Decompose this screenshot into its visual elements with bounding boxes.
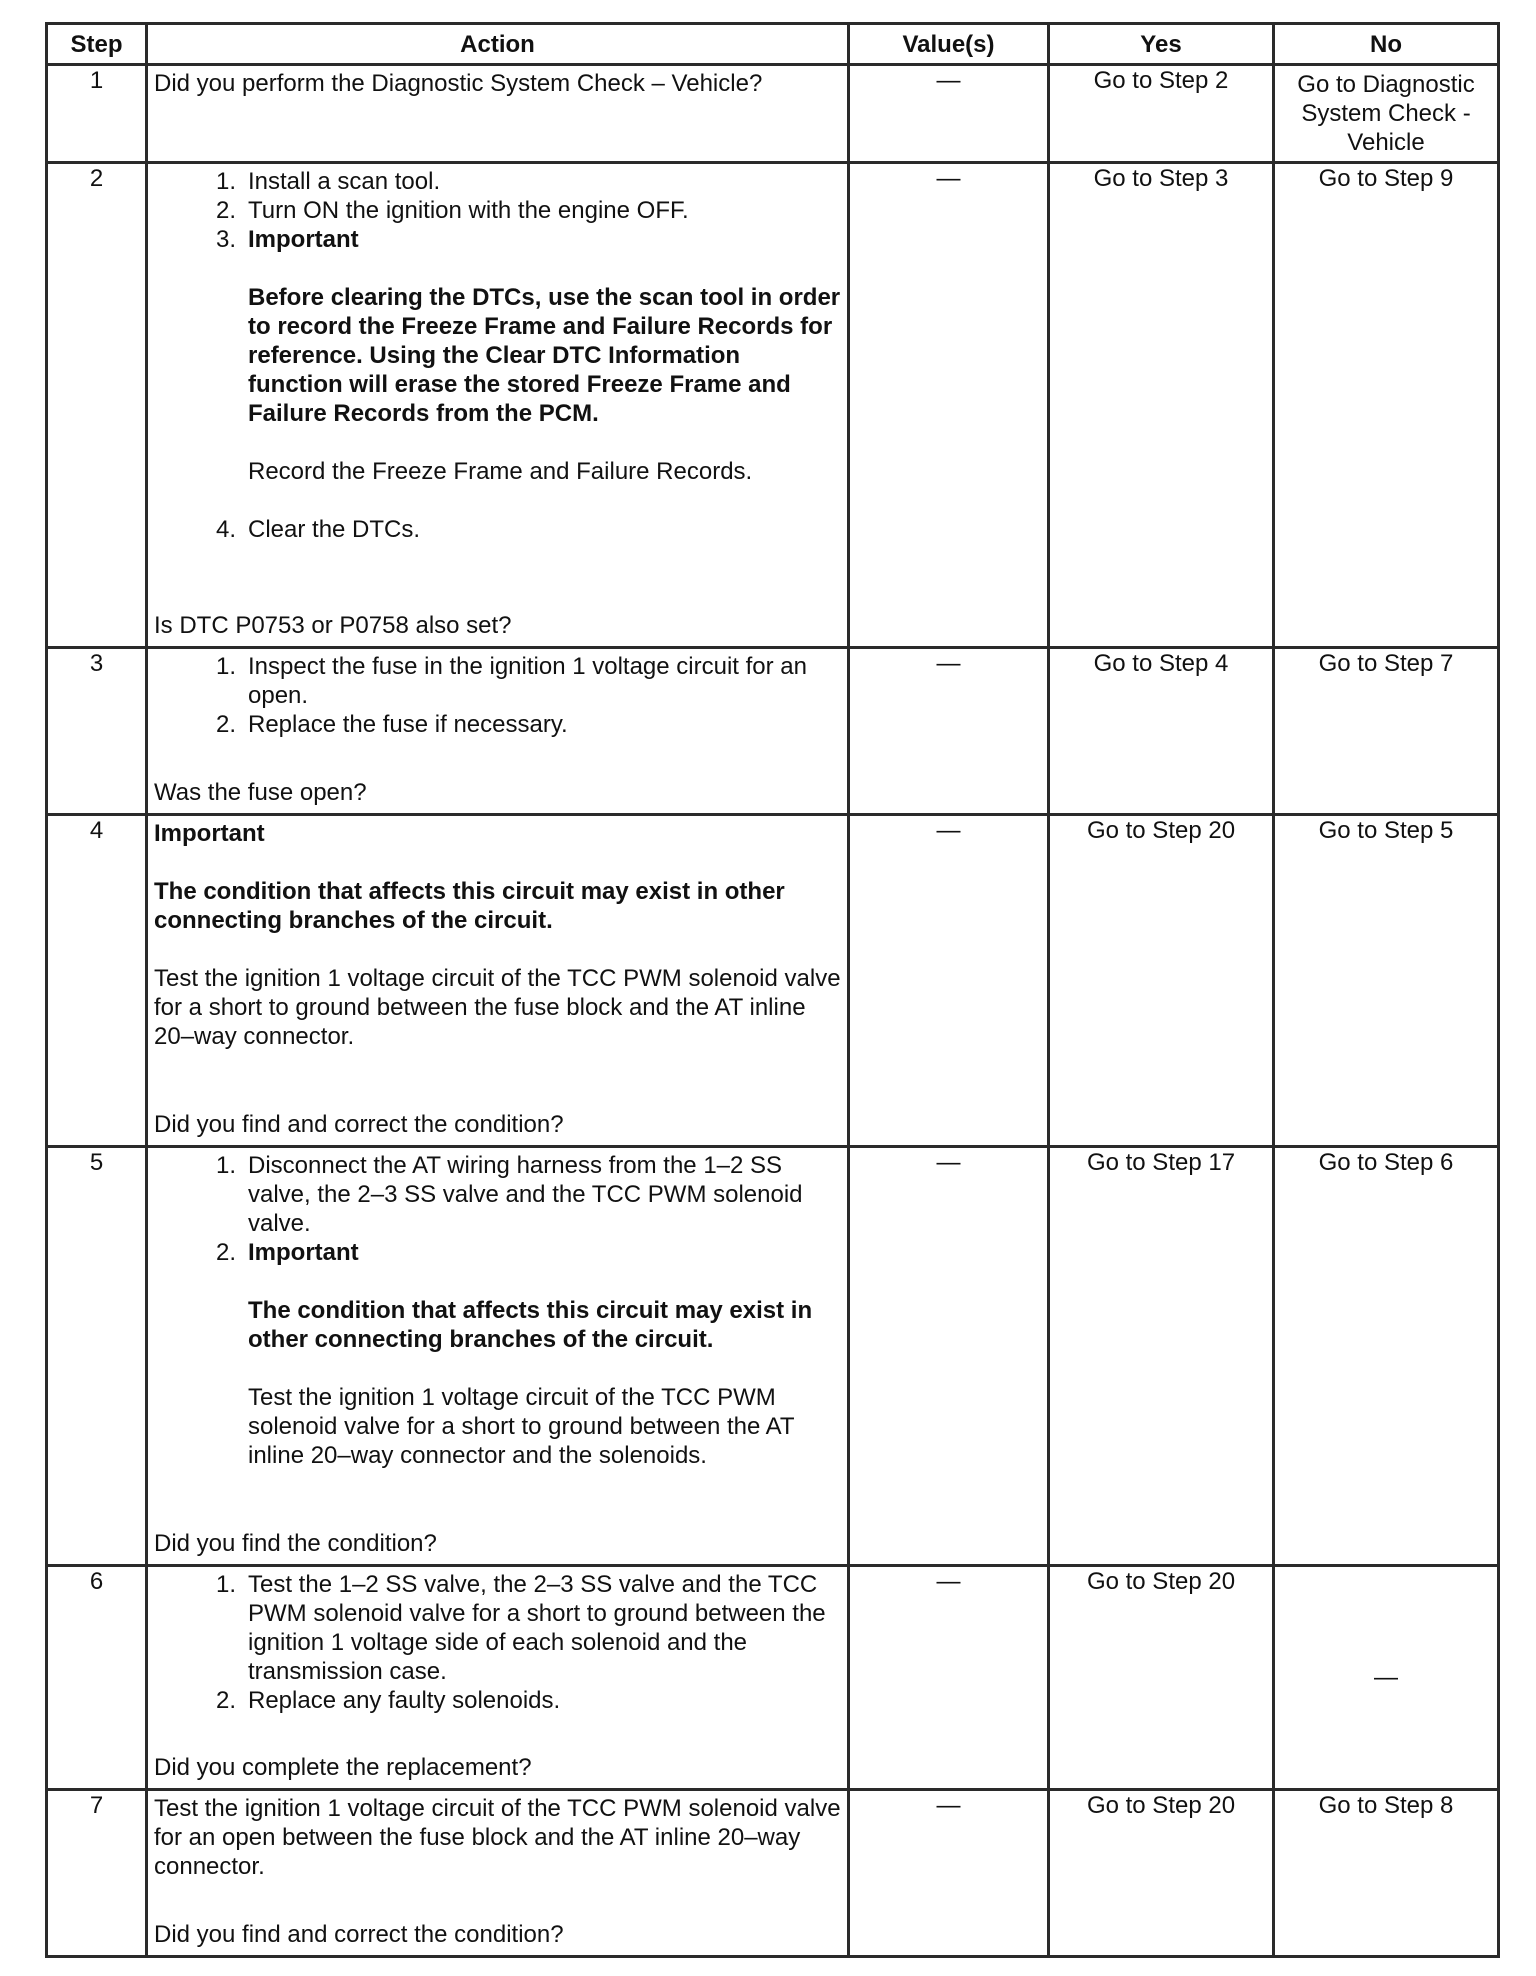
action-text: Test the ignition 1 voltage circuit of the TCC PWM solenoid valve for an open between the fuse block and the AT inline 20–way connector. xyxy=(154,1795,841,1880)
list-number: 1. xyxy=(215,168,236,195)
list-text: Replace any faulty solenoids. xyxy=(248,1687,561,1714)
table-row xyxy=(47,1790,1499,1957)
step-number: 3 xyxy=(47,648,147,815)
header-values: Value(s) xyxy=(849,24,1049,65)
header-step: Step xyxy=(47,24,147,65)
important-note: Before clearing the DTCs, use the scan tool in order to record the Freeze Frame and Failure Records for reference. Using the Clear DTC Information function will erase the stored Freeze Frame and Failure Records from the PCM. xyxy=(248,284,841,427)
header-yes: Yes xyxy=(1049,24,1274,65)
list-subtext: Record the Freeze Frame and Failure Records. xyxy=(248,458,753,485)
no-cell xyxy=(1274,65,1499,163)
list-number: 1. xyxy=(215,1152,236,1179)
list-item xyxy=(154,1151,841,1238)
value-cell: — xyxy=(849,1566,1049,1790)
list-item xyxy=(154,1238,841,1267)
step-number: 4 xyxy=(47,815,147,1147)
no-cell: Go to Step 8 xyxy=(1274,1790,1499,1957)
header-no: No xyxy=(1274,24,1499,65)
step-number: 2 xyxy=(47,163,147,648)
list-item xyxy=(154,225,841,254)
list-number: 4. xyxy=(215,516,236,543)
no-cell: Go to Step 7 xyxy=(1274,648,1499,815)
important-note: The condition that affects this circuit may exist in other connecting branches of the circuit. xyxy=(248,1297,813,1353)
value-cell: — xyxy=(849,1790,1049,1957)
yes-cell: Go to Step 4 xyxy=(1049,648,1274,815)
action-cell xyxy=(147,163,849,648)
question-text: Did you find the condition? xyxy=(154,1530,437,1557)
table-row xyxy=(47,648,1499,815)
action-cell xyxy=(147,815,849,1147)
list-item xyxy=(154,196,841,225)
list-item xyxy=(154,167,841,196)
no-cell: Go to Step 5 xyxy=(1274,815,1499,1147)
action-text: Test the ignition 1 voltage circuit of the TCC PWM solenoid valve for a short to ground between the fuse block and the AT inline 20–way connector. xyxy=(154,965,841,1050)
no-cell: — xyxy=(1274,1566,1499,1790)
table-row xyxy=(47,1147,1499,1566)
list-item xyxy=(154,652,841,710)
no-line: System Check - xyxy=(1301,100,1471,127)
yes-cell: Go to Step 20 xyxy=(1049,1566,1274,1790)
important-label: Important xyxy=(248,226,359,253)
diagnostic-table xyxy=(45,22,1500,1958)
table-row xyxy=(47,65,1499,163)
action-cell xyxy=(147,1566,849,1790)
no-line: Go to Diagnostic xyxy=(1297,71,1475,98)
list-item xyxy=(154,1570,841,1686)
list-subtext: Test the ignition 1 voltage circuit of the TCC PWM solenoid valve for a short to ground between the AT inline 20–way connector and the solenoids. xyxy=(248,1384,795,1469)
action-cell xyxy=(147,65,849,163)
list-text: Install a scan tool. xyxy=(248,168,441,195)
question-text: Did you complete the replacement? xyxy=(154,1754,532,1781)
list-item xyxy=(154,515,841,544)
no-line: Vehicle xyxy=(1347,129,1425,156)
yes-cell: Go to Step 20 xyxy=(1049,815,1274,1147)
header-action: Action xyxy=(147,24,849,65)
list-number: 2. xyxy=(215,711,236,738)
yes-cell: Go to Step 17 xyxy=(1049,1147,1274,1566)
yes-cell: Go to Step 3 xyxy=(1049,163,1274,648)
list-number: 1. xyxy=(215,1571,236,1598)
list-text: Inspect the fuse in the ignition 1 voltage circuit for an open. xyxy=(248,653,807,709)
value-cell: — xyxy=(849,648,1049,815)
step-number: 1 xyxy=(47,65,147,163)
list-text: Turn ON the ignition with the engine OFF. xyxy=(248,197,689,224)
action-text: Did you perform the Diagnostic System Check – Vehicle? xyxy=(154,70,763,97)
table-row xyxy=(47,163,1499,648)
list-number: 2. xyxy=(215,1239,236,1266)
value-cell: — xyxy=(849,815,1049,1147)
list-number: 2. xyxy=(215,197,236,224)
header-row xyxy=(47,24,1499,65)
table-row xyxy=(47,815,1499,1147)
list-text: Disconnect the AT wiring harness from the 1–2 SS valve, the 2–3 SS valve and the TCC PWM solenoid valve. xyxy=(248,1152,803,1237)
yes-cell: Go to Step 20 xyxy=(1049,1790,1274,1957)
value-cell: — xyxy=(849,65,1049,163)
question-text: Did you find and correct the condition? xyxy=(154,1921,564,1948)
step-number: 5 xyxy=(47,1147,147,1566)
table-row xyxy=(47,1566,1499,1790)
important-note: The condition that affects this circuit may exist in other connecting branches of the circuit. xyxy=(154,878,785,934)
list-text: Replace the fuse if necessary. xyxy=(248,711,568,738)
step-number: 7 xyxy=(47,1790,147,1957)
value-cell: — xyxy=(849,163,1049,648)
yes-cell: Go to Step 2 xyxy=(1049,65,1274,163)
list-number: 1. xyxy=(215,653,236,680)
question-text: Did you find and correct the condition? xyxy=(154,1111,564,1138)
list-number: 3. xyxy=(215,226,236,253)
list-item xyxy=(154,1686,841,1715)
important-label: Important xyxy=(248,1239,359,1266)
list-text: Test the 1–2 SS valve, the 2–3 SS valve and the TCC PWM solenoid valve for a short to ground between the ignition 1 voltage side of each solenoid and the transmission case. xyxy=(248,1571,826,1685)
no-cell: Go to Step 6 xyxy=(1274,1147,1499,1566)
list-item xyxy=(154,710,841,739)
question-text: Is DTC P0753 or P0758 also set? xyxy=(154,612,512,639)
list-number: 2. xyxy=(215,1687,236,1714)
step-number: 6 xyxy=(47,1566,147,1790)
list-text: Clear the DTCs. xyxy=(248,516,421,543)
action-cell xyxy=(147,1790,849,1957)
no-cell: Go to Step 9 xyxy=(1274,163,1499,648)
value-cell: — xyxy=(849,1147,1049,1566)
action-cell xyxy=(147,1147,849,1566)
question-text: Was the fuse open? xyxy=(154,779,367,806)
action-cell xyxy=(147,648,849,815)
important-label: Important xyxy=(154,820,265,847)
